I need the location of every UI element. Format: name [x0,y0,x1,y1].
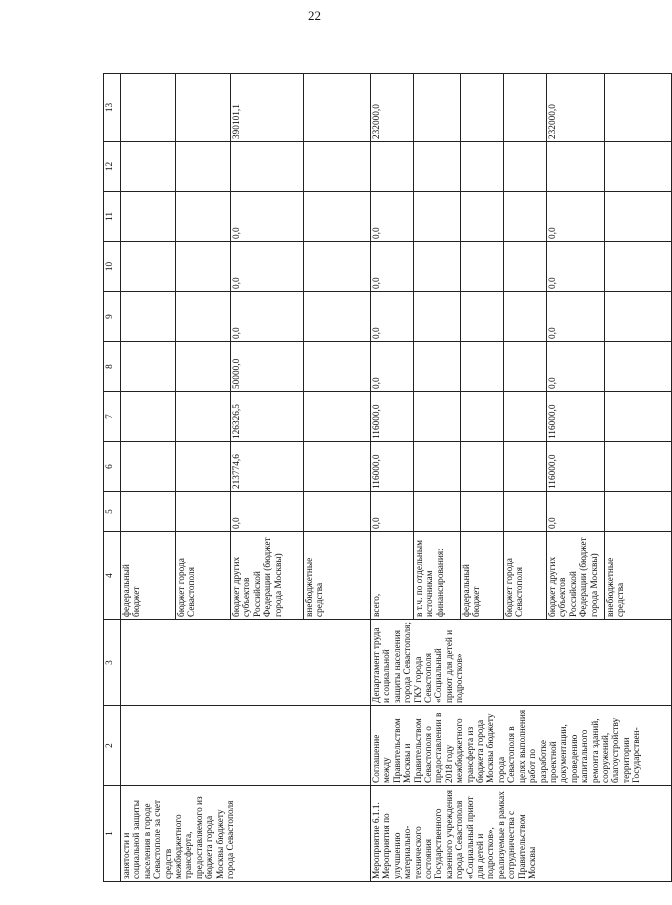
header-cell: 6 [104,442,121,492]
value-cell [504,242,547,292]
value-cell [605,192,672,242]
value-cell [176,392,231,442]
value-cell [304,442,371,492]
value-cell [414,242,461,292]
value-cell [304,342,371,392]
value-cell [121,74,176,142]
value-cell [121,242,176,292]
value-cell [121,392,176,442]
value-cell [121,342,176,392]
header-cell: 8 [104,342,121,392]
value-cell [414,342,461,392]
value-cell: 116000,0 [371,392,414,442]
value-cell [121,292,176,342]
value-cell: 116000,0 [371,442,414,492]
value-cell: 0,0 [547,342,605,392]
header-cell: 2 [104,706,121,786]
value-cell [605,74,672,142]
value-cell [176,74,231,142]
value-cell [461,392,504,442]
value-cell [176,292,231,342]
value-cell [176,442,231,492]
funding-source-cell: федеральный бюджет [461,532,504,620]
value-cell [504,142,547,192]
value-cell [461,292,504,342]
value-cell [504,392,547,442]
value-cell [414,392,461,442]
value-cell [121,442,176,492]
value-cell [504,442,547,492]
value-cell: 0,0 [547,242,605,292]
value-cell [176,142,231,192]
value-cell: 126326,5 [231,392,304,442]
header-cell: 1 [104,786,121,882]
value-cell: 232000,0 [371,74,414,142]
value-cell [461,242,504,292]
value-cell [121,142,176,192]
value-cell [461,74,504,142]
funding-source-cell: бюджет других субъектов Российской Федерации (бюджет города Москвы) [231,532,304,620]
value-cell [304,74,371,142]
value-cell [461,442,504,492]
header-cell: 3 [104,620,121,706]
header-cell: 10 [104,242,121,292]
basis-cell: Соглашение между Правительством Москвы и Правительством Севастополя о предоставлении в 2018 году межбюджетного трансферта из бюджета города Москвы бюджету города Севастополя в целях выполнения работ по разработке проектной документации, проведению капитального ремонта зданий, сооружений, благоустройству территории Государствен- [371,706,672,786]
value-cell [504,492,547,532]
value-cell: 116000,0 [547,442,605,492]
funding-source-cell: внебюджетные средства [304,532,371,620]
value-cell [461,142,504,192]
measure-name-cell: Мероприятие 6.1.1. Мероприятия по улучшению материально-технического состояния Государственного казенного учреждения города Севастополя «Социальный приют для детей и подростков», реализуемые в рамках сотрудничества с Правительством Москвы [371,786,672,882]
value-cell [605,392,672,442]
value-cell [414,492,461,532]
value-cell [414,74,461,142]
value-cell [304,392,371,442]
value-cell [504,74,547,142]
value-cell [605,142,672,192]
value-cell [371,142,414,192]
value-cell: 116000,0 [547,392,605,442]
value-cell: 390101,1 [231,74,304,142]
funding-source-cell: бюджет города Севастополя [176,532,231,620]
value-cell [504,292,547,342]
header-cell: 5 [104,492,121,532]
funding-source-cell: внебюджетные средства [605,532,672,620]
value-cell [605,442,672,492]
value-cell [605,492,672,532]
value-cell: 0,0 [371,492,414,532]
value-cell [304,192,371,242]
value-cell [605,342,672,392]
value-cell [176,492,231,532]
funding-source-cell: в т.ч. по отдельным источникам финансирования: [414,532,461,620]
value-cell [304,292,371,342]
header-cell: 9 [104,292,121,342]
value-cell: 0,0 [231,242,304,292]
executor-cell [121,620,371,706]
value-cell [176,342,231,392]
value-cell: 0,0 [371,192,414,242]
value-cell: 232000,0 [547,74,605,142]
funding-source-cell: бюджет города Севастополя [504,532,547,620]
value-cell: 0,0 [371,342,414,392]
value-cell [414,292,461,342]
value-cell [461,192,504,242]
value-cell [414,442,461,492]
header-row [104,74,121,882]
value-cell: 0,0 [547,292,605,342]
value-cell: 0,0 [371,292,414,342]
financing-table [103,73,672,882]
header-cell: 4 [104,532,121,620]
value-cell: 50000,0 [231,342,304,392]
basis-cell [121,706,371,786]
funding-source-cell: всего, [371,532,414,620]
value-cell: 0,0 [547,492,605,532]
rotated-table-container [103,74,643,882]
value-cell: 0,0 [231,292,304,342]
value-cell [504,342,547,392]
value-cell [461,342,504,392]
header-cell: 11 [104,192,121,242]
table-row [371,74,414,882]
value-cell [304,142,371,192]
value-cell [461,492,504,532]
header-cell: 7 [104,392,121,442]
funding-source-cell: федеральный бюджет [121,532,176,620]
executor-cell: Департамент труда и социальной защиты населения города Севастополя; ГКУ города Севастополя «Социальный приют для детей и подростков» [371,620,672,706]
value-cell: 0,0 [231,492,304,532]
value-cell [414,192,461,242]
value-cell [605,292,672,342]
measure-name-cell: занятости и социальной защиты населения в городе Севастополе за счет средств межбюджетного трансферта, предоставляемого из бюджета города Москвы бюджету города Севастополя [121,786,371,882]
value-cell [231,142,304,192]
header-cell: 13 [104,74,121,142]
value-cell [547,142,605,192]
value-cell [414,142,461,192]
funding-source-cell: бюджет других субъектов Российской Федерации (бюджет города Москвы) [547,532,605,620]
value-cell [121,492,176,532]
value-cell: 0,0 [547,192,605,242]
value-cell: 0,0 [231,192,304,242]
header-cell: 12 [104,142,121,192]
value-cell [504,192,547,242]
value-cell [176,242,231,292]
value-cell: 213774,6 [231,442,304,492]
value-cell: 0,0 [371,242,414,292]
value-cell [605,242,672,292]
value-cell [121,192,176,242]
page-number: 22 [308,8,321,23]
value-cell [176,192,231,242]
table-row [121,74,176,882]
value-cell [304,242,371,292]
value-cell [304,492,371,532]
